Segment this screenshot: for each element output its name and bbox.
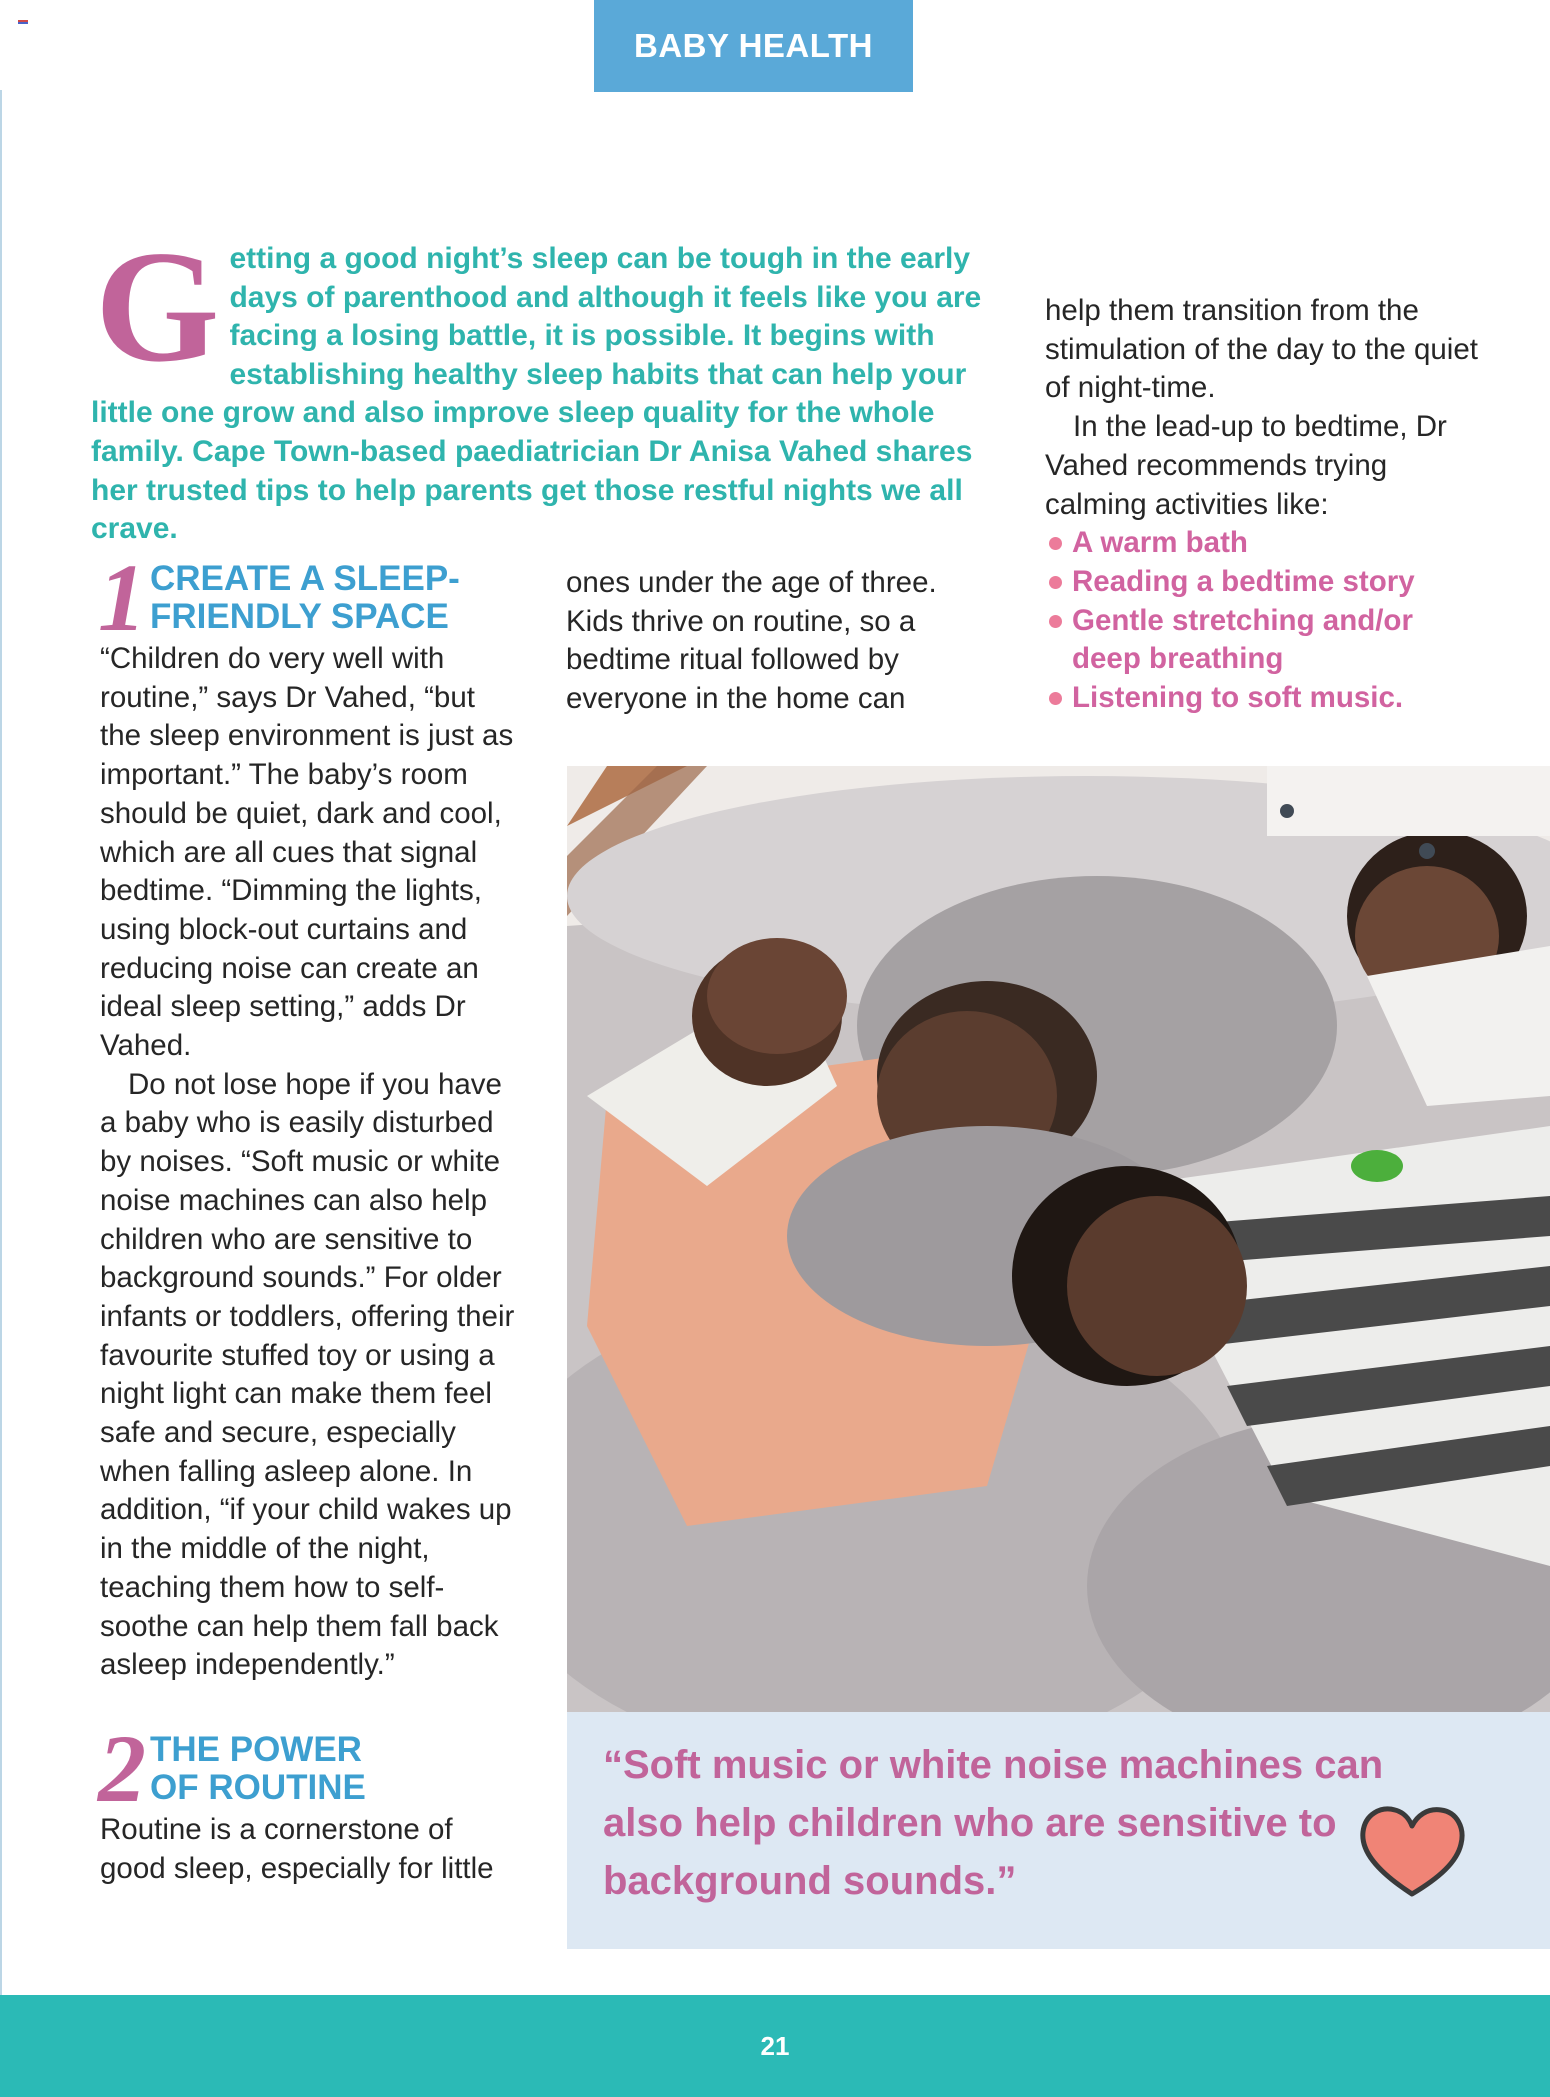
- drop-cap: G: [95, 217, 220, 395]
- list-item: A warm bath: [1045, 524, 1485, 563]
- section1-paragraph: “Children do very well with routine,” says Dr Vahed, “but the sleep environment is just as important.” The baby’s room should be quiet, dark and cool, which are all cues that signal bedtime. “Dimming the lights, using block-out curtains and reducing noise can create an ideal sleep setting,” adds Dr Vahed.: [100, 642, 514, 1063]
- section2-title-line1: THE POWER: [150, 1729, 362, 1769]
- section1-paragraph: Do not lose hope if you have a baby who is easily disturbed by noises. “Soft music or white noise machines can also help children who are sensitive to background sounds.” For older infants or toddlers, offering their favourite stuffed toy or using a night light can make them feel safe and secure, especially when falling asleep alone. In addition, “if your child wakes up in the middle of the night, teaching them how to self-soothe can help them fall back asleep independently.”: [100, 1067, 515, 1682]
- section1-title-line1: CREATE A SLEEP-: [150, 559, 460, 598]
- column-right: [1045, 292, 1485, 718]
- pull-quote-text: “Soft music or white noise machines can also help children who are sensitive to background sounds.”: [603, 1743, 1384, 1903]
- intro-text: etting a good night’s sleep can be tough in the early days of parenthood and although it feels like you are facing a losing battle, it is possible. It begins with establishing healthy sleep habits that can help your little one grow and also improve sleep quality for the whole family. Cape Town-based paediatrician Dr Anisa Vahed shares her trusted tips to help parents get those restful nights we all crave.: [91, 242, 982, 546]
- column3-paragraph: help them transition from the stimulation of the day to the quiet of night-time.: [1045, 294, 1478, 405]
- section2-paragraph-continued: ones under the age of three. Kids thrive on routine, so a bedtime ritual followed by everyone in the home can: [566, 566, 937, 716]
- section1-number: 1: [98, 544, 146, 651]
- list-item: Listening to soft music.: [1045, 679, 1485, 718]
- section2-title-line2: OF ROUTINE: [150, 1767, 366, 1807]
- corner-mark: [18, 20, 28, 26]
- pull-quote-box: [567, 1712, 1550, 1949]
- family-photo: [567, 766, 1550, 1712]
- page-left-rule: [0, 90, 2, 1995]
- section2-paragraph: Routine is a cornerstone of good sleep, especially for little: [100, 1812, 494, 1885]
- column-middle: [566, 564, 976, 719]
- list-item: Reading a bedtime story: [1045, 563, 1485, 602]
- section2-number: 2: [98, 1714, 146, 1822]
- page-footer: [0, 1995, 1550, 2097]
- section-tab: BABY HEALTH: [594, 0, 913, 92]
- section1-heading: [98, 544, 520, 651]
- section2-heading: [98, 1714, 520, 1822]
- section1-title-line2: FRIENDLY SPACE: [150, 597, 449, 636]
- column3-paragraph: In the lead-up to bedtime, Dr Vahed recommends trying calming activities like:: [1045, 410, 1447, 521]
- list-item: Gentle stretching and/or deep breathing: [1045, 602, 1485, 679]
- activity-list: [1045, 524, 1485, 718]
- page-number: 21: [760, 2030, 790, 2061]
- heart-icon: [1357, 1802, 1467, 1902]
- column-left: [98, 544, 520, 1888]
- intro-paragraph: [91, 217, 996, 549]
